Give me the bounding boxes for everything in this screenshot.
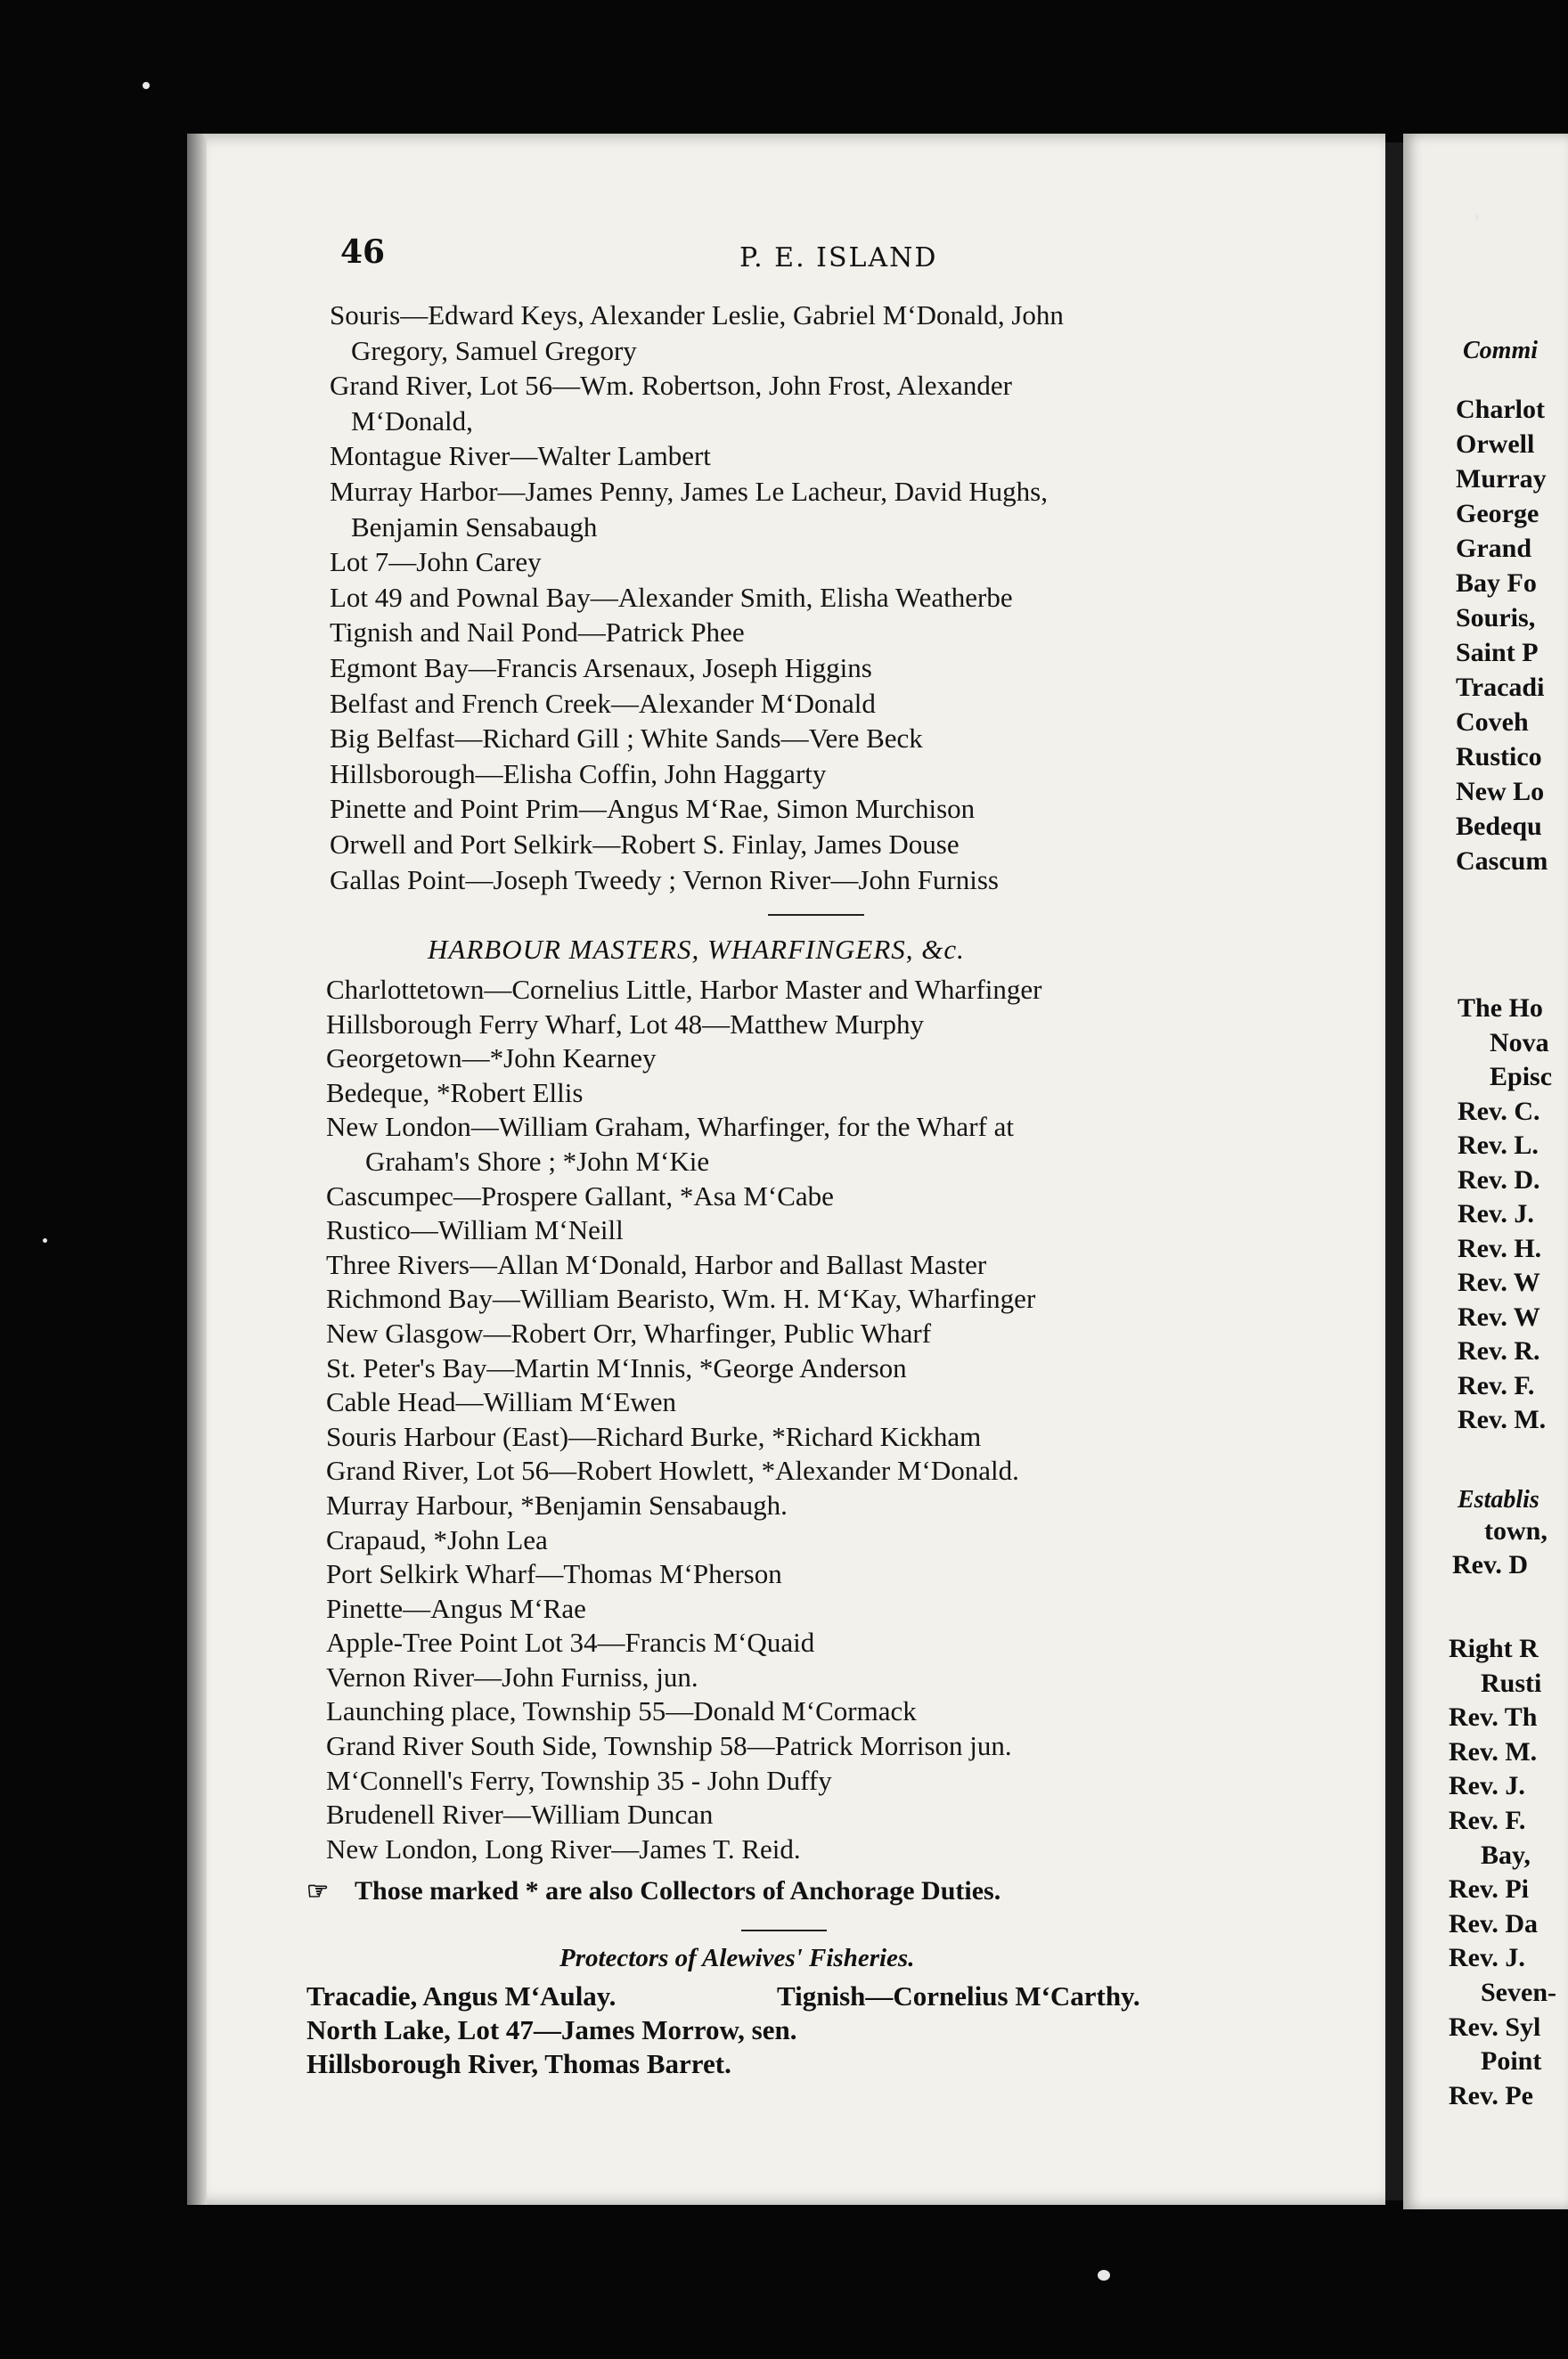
text-line: Belfast and French Creek—Alexander M‘Donald xyxy=(330,687,876,719)
text-line: Egmont Bay—Francis Arsenaux, Joseph Higgins xyxy=(330,651,872,683)
text-line: Cascumpec—Prospere Gallant, *Asa M‘Cabe xyxy=(326,1180,834,1212)
text-line: Grand River South Side, Township 58—Patrick Morrison jun. xyxy=(326,1730,1012,1762)
text-line: Rev. R. xyxy=(1458,1336,1540,1366)
protectors-line xyxy=(306,1979,1358,2013)
right-page-list xyxy=(1458,992,1552,1438)
text-line: Rev. Pi xyxy=(1449,1874,1529,1905)
text-line: Right R xyxy=(1449,1634,1539,1663)
text-line: Lot 7—John Carey xyxy=(330,546,542,578)
text-line: Gregory, Samuel Gregory xyxy=(351,334,637,366)
text-line: George xyxy=(1456,499,1539,528)
boatmen-list xyxy=(330,298,1363,897)
text-line: Grand River, Lot 56—Robert Howlett, *Alexander M‘Donald. xyxy=(326,1455,1019,1487)
text-line: Hillsborough Ferry Wharf, Lot 48—Matthew Murphy xyxy=(326,1008,924,1040)
section-divider xyxy=(768,914,864,916)
text-line: Richmond Bay—William Bearisto, Wm. H. M‘Kay, Wharfinger xyxy=(326,1283,1036,1315)
harbour-masters-heading: HARBOUR MASTERS, WHARFINGERS, &c. xyxy=(428,934,965,965)
text-line: Launching place, Township 55—Donald M‘Cormack xyxy=(326,1695,917,1727)
text-line: Graham's Shore ; *John M‘Kie xyxy=(365,1145,710,1177)
protector-entry: Tignish—Cornelius M‘Carthy. xyxy=(777,1980,1140,2012)
text-line: Bedeque, *Robert Ellis xyxy=(326,1076,584,1108)
text-line: New Lo xyxy=(1456,777,1545,806)
text-line: Rev. Da xyxy=(1449,1908,1538,1939)
text-line: Rev. Th xyxy=(1449,1702,1538,1733)
text-line: Rev. C. xyxy=(1458,1096,1540,1126)
text-line: Coveh xyxy=(1456,707,1529,737)
text-line: Souris Harbour (East)—Richard Burke, *Richard Kickham xyxy=(326,1420,982,1452)
dust-speck xyxy=(143,82,150,89)
text-line: New London—William Graham, Wharfinger, for the Wharf at xyxy=(326,1111,1014,1143)
dust-speck xyxy=(43,1238,47,1243)
page-number: 46 xyxy=(340,233,386,271)
text-line: Rev. J. xyxy=(1449,1943,1525,1973)
text-line: Pinette—Angus M‘Rae xyxy=(326,1592,586,1624)
text-line: New London, Long River—James T. Reid. xyxy=(326,1833,801,1865)
text-line: town, xyxy=(1484,1516,1548,1546)
text-line: Rustico xyxy=(1456,742,1542,771)
text-line: Crapaud, *John Lea xyxy=(326,1523,548,1555)
text-line: Murray Harbor—James Penny, James Le Lacheur, David Hughs, xyxy=(330,475,1048,507)
text-line: Saint P xyxy=(1456,638,1539,667)
text-line: Nova xyxy=(1490,1027,1549,1057)
right-page-list xyxy=(1449,1632,1556,2113)
text-line: Point xyxy=(1481,2046,1542,2077)
text-line: M‘Donald, xyxy=(351,404,473,437)
text-line: Grand xyxy=(1456,534,1532,563)
text-line: Gallas Point—Joseph Tweedy ; Vernon River—John Furniss xyxy=(330,863,999,895)
text-line: Rev. M. xyxy=(1449,1736,1538,1767)
text-line: Pinette and Point Prim—Angus M‘Rae, Simon Murchison xyxy=(330,793,976,825)
text-line: Rev. F. xyxy=(1458,1370,1535,1400)
text-line: Brudenell River—William Duncan xyxy=(326,1799,714,1831)
text-line: Rev. L. xyxy=(1458,1131,1539,1160)
text-line: Rev. J. xyxy=(1449,1771,1525,1801)
protector-entry: Hillsborough River, Thomas Barret. xyxy=(306,2048,731,2079)
text-line: Cable Head—William M‘Ewen xyxy=(326,1386,677,1418)
page-gutter xyxy=(1385,143,1403,2200)
text-line: Orwell and Port Selkirk—Robert S. Finlay, James Douse xyxy=(330,828,960,860)
right-page-list xyxy=(1452,1514,1548,1582)
right-page-heading: Commi xyxy=(1463,337,1539,364)
text-line: Bedequ xyxy=(1456,812,1542,841)
text-line: Georgetown—*John Kearney xyxy=(326,1042,657,1074)
text-line: Rev. J. xyxy=(1458,1199,1534,1228)
right-page-heading: Establis xyxy=(1458,1486,1539,1514)
harbour-masters-list xyxy=(326,973,1368,1866)
text-line: Souris—Edward Keys, Alexander Leslie, Gabriel M‘Donald, John xyxy=(330,299,1064,331)
text-line: Rev. H. xyxy=(1458,1233,1542,1263)
text-line: Benjamin Sensabaugh xyxy=(351,510,598,543)
text-line: Rusti xyxy=(1481,1668,1542,1698)
text-line: Rev. Pe xyxy=(1449,2080,1533,2110)
running-head: P. E. ISLAND xyxy=(739,242,938,273)
text-line: Bay Fo xyxy=(1456,568,1537,598)
section-divider xyxy=(741,1930,827,1931)
protectors-heading: Protectors of Alewives' Fisheries. xyxy=(559,1944,915,1972)
protectors-list xyxy=(306,1979,1358,2081)
protector-entry: North Lake, Lot 47—James Morrow, sen. xyxy=(306,2014,797,2045)
text-line: Montague River—Walter Lambert xyxy=(330,440,711,472)
text-line: M‘Connell's Ferry, Township 35 - John Duffy xyxy=(326,1764,832,1796)
protector-entry: Tracadie, Angus M‘Aulay. xyxy=(306,1980,617,2012)
text-line: Port Selkirk Wharf—Thomas M‘Pherson xyxy=(326,1558,782,1590)
text-line: Hillsborough—Elisha Coffin, John Haggarty xyxy=(330,757,827,789)
text-line: Rev. M. xyxy=(1458,1405,1547,1434)
anchorage-note xyxy=(306,1876,1000,1906)
text-line: Rev. W xyxy=(1458,1268,1540,1297)
text-line: Cascum xyxy=(1456,846,1548,876)
anchorage-note-text: Those marked * are also Collectors of Anchorage Duties. xyxy=(355,1876,1001,1906)
text-line: Charlottetown—Cornelius Little, Harbor Master and Wharfinger xyxy=(326,974,1042,1005)
text-line: Murray Harbour, *Benjamin Sensabaugh. xyxy=(326,1489,788,1521)
right-page-list xyxy=(1456,392,1548,878)
text-line: Episc xyxy=(1490,1062,1553,1091)
text-line: Rev. D. xyxy=(1458,1164,1540,1195)
text-line: Rev. W xyxy=(1458,1302,1540,1332)
text-line: Rev. D xyxy=(1452,1550,1528,1579)
text-line: Seven- xyxy=(1481,1977,1556,2007)
text-line: Lot 49 and Pownal Bay—Alexander Smith, Elisha Weatherbe xyxy=(330,581,1013,613)
text-line: Orwell xyxy=(1456,429,1535,459)
text-line: Souris, xyxy=(1456,603,1536,633)
text-line: Three Rivers—Allan M‘Donald, Harbor and Ballast Master xyxy=(326,1248,987,1280)
pointing-hand-icon: ☞ xyxy=(306,1878,330,1906)
text-line: The Ho xyxy=(1458,993,1543,1023)
dust-speck xyxy=(1475,214,1479,221)
text-line: Rev. Syl xyxy=(1449,2012,1541,2042)
text-line: Charlot xyxy=(1456,395,1545,424)
text-line: Rev. F. xyxy=(1449,1805,1526,1835)
text-line: Apple-Tree Point Lot 34—Francis M‘Quaid xyxy=(326,1627,815,1659)
text-line: Big Belfast—Richard Gill ; White Sands—Vere Beck xyxy=(330,722,923,755)
text-line: Bay, xyxy=(1481,1840,1531,1870)
text-line: New Glasgow—Robert Orr, Wharfinger, Public Wharf xyxy=(326,1317,932,1349)
text-line: St. Peter's Bay—Martin M‘Innis, *George Anderson xyxy=(326,1351,907,1384)
text-line: Grand River, Lot 56—Wm. Robertson, John Frost, Alexander xyxy=(330,370,1012,402)
text-line: Murray xyxy=(1456,464,1547,494)
text-line: Rustico—William M‘Neill xyxy=(326,1214,624,1246)
dust-speck xyxy=(1098,2270,1110,2281)
text-line: Vernon River—John Furniss, jun. xyxy=(326,1661,698,1693)
text-line: Tignish and Nail Pond—Patrick Phee xyxy=(330,616,745,649)
text-line: Tracadi xyxy=(1456,673,1545,702)
